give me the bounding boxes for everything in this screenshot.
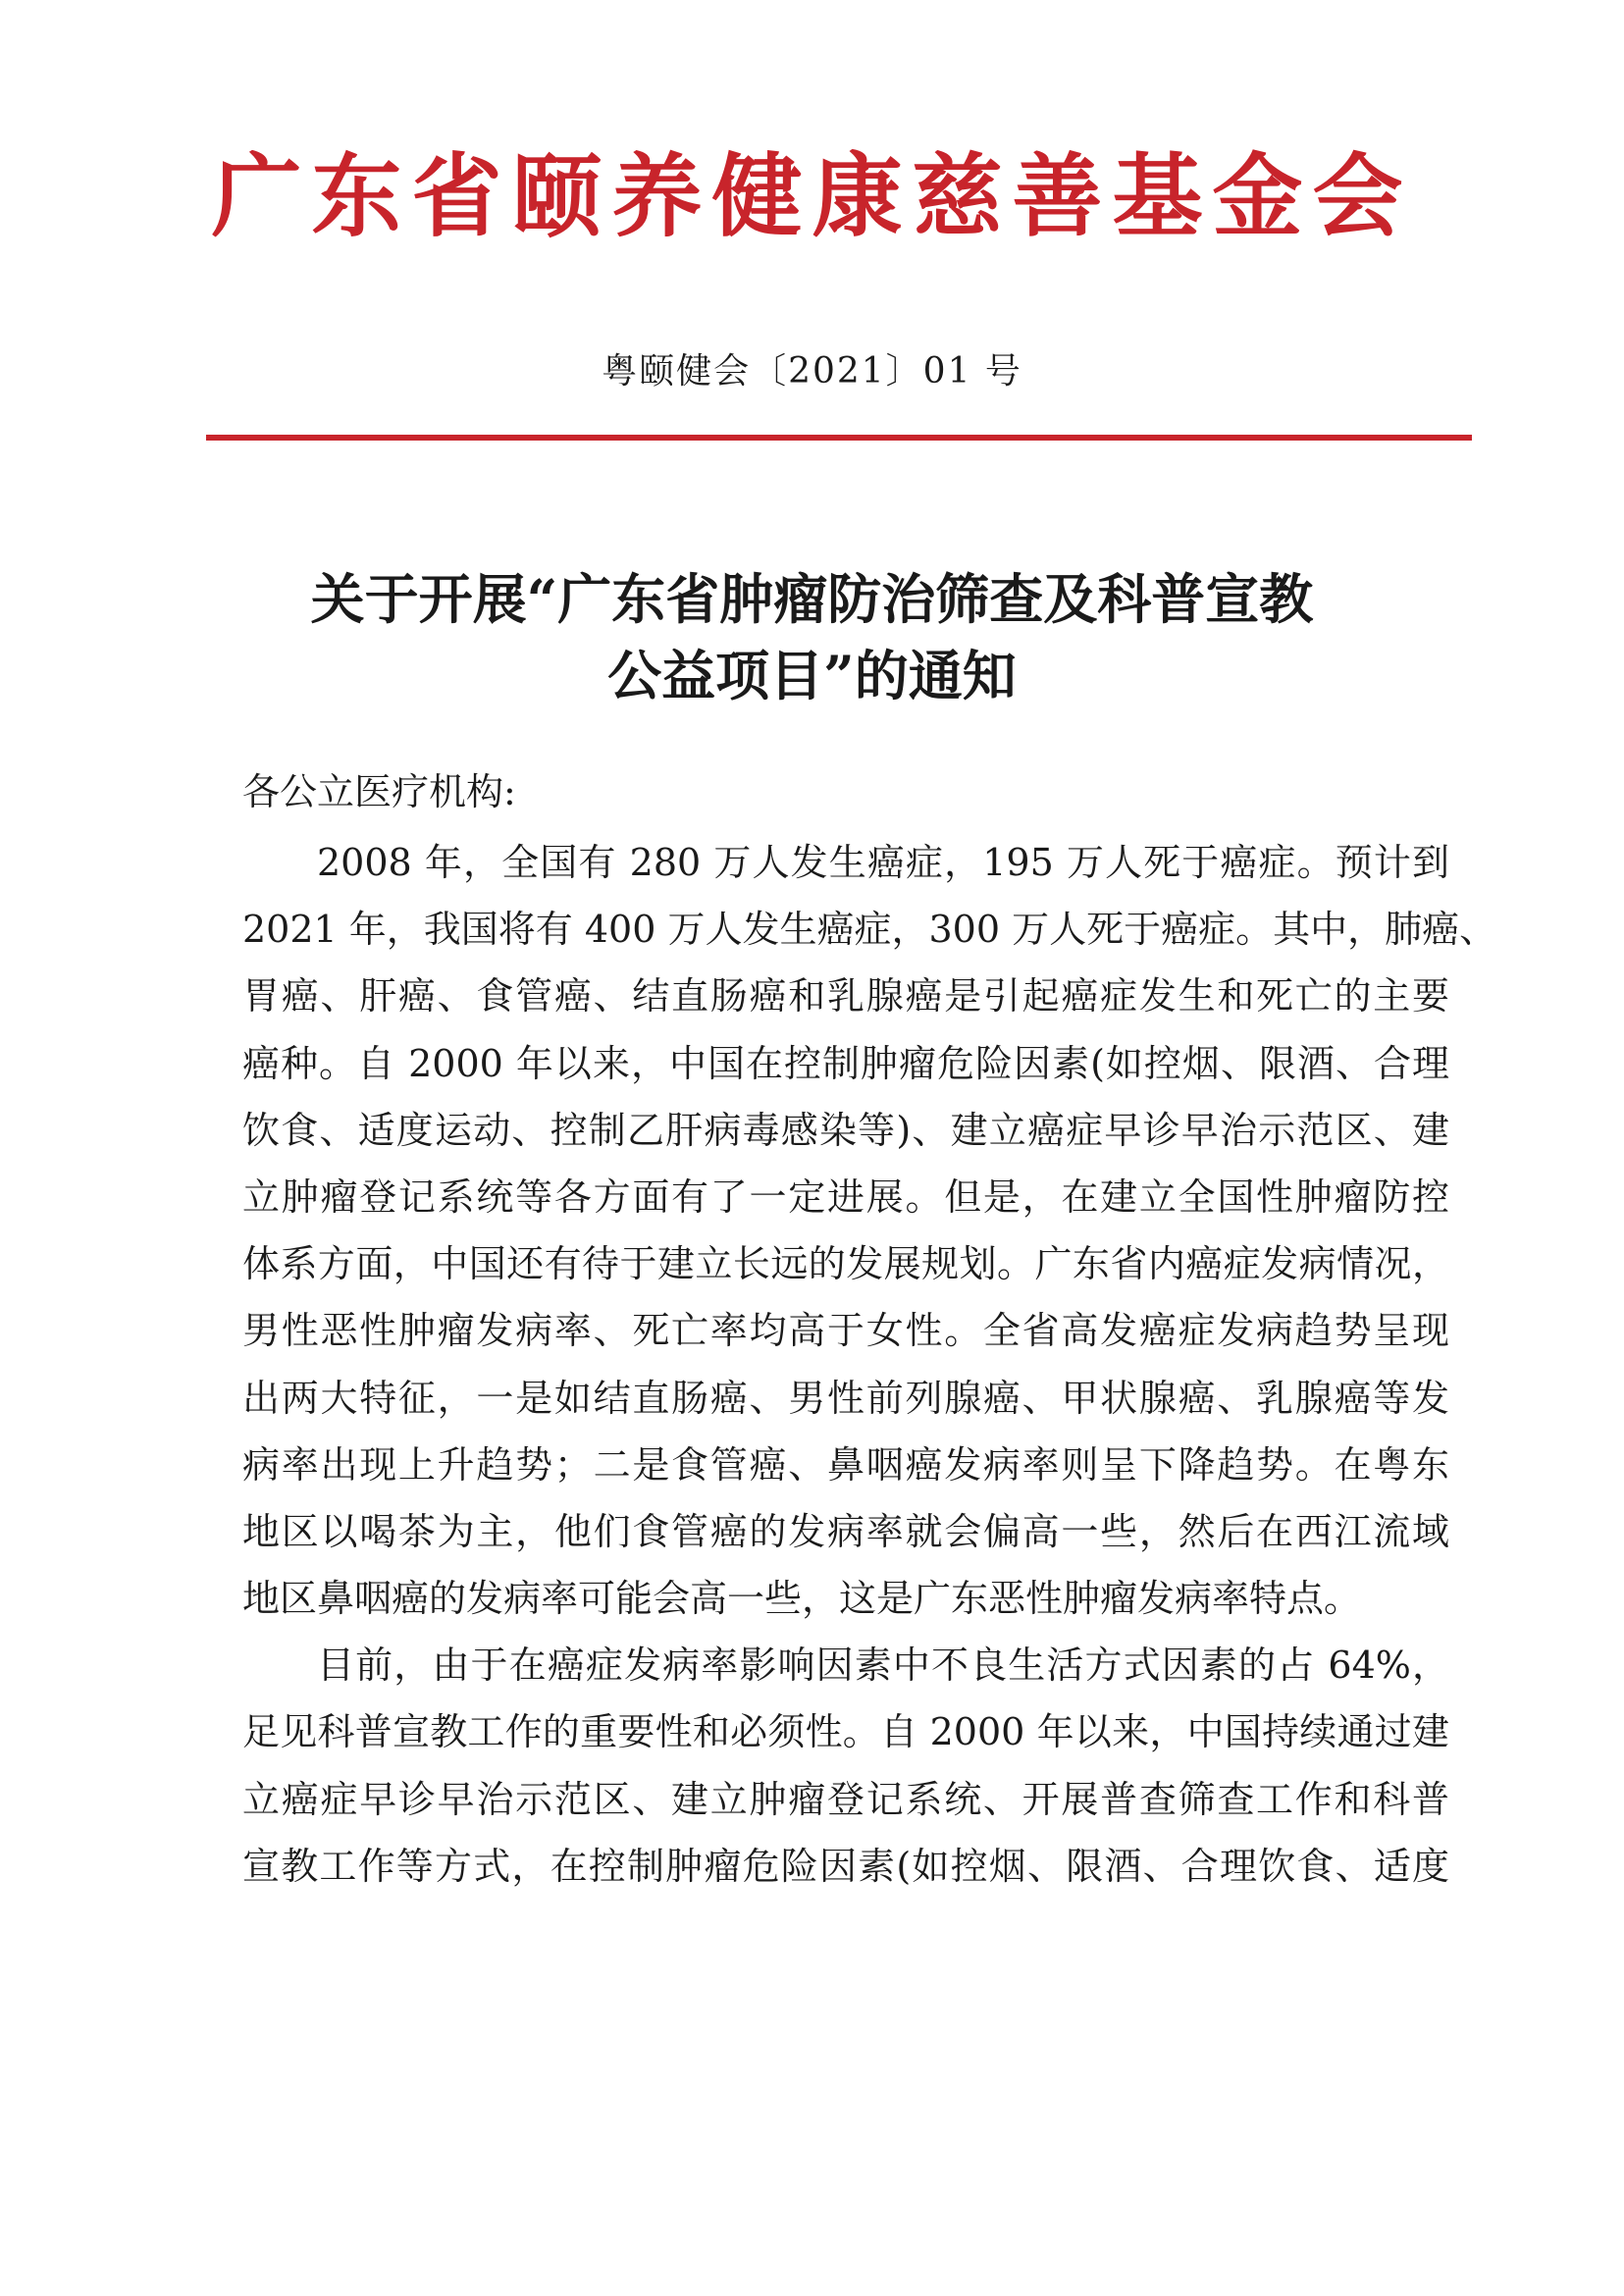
paragraph-2 (242, 1632, 1449, 1900)
text-line: 地区以喝茶为主，他们食管癌的发病率就会偏高一些，然后在西江流域 (242, 1509, 1449, 1553)
text-line: 男性恶性肿瘤发病率、死亡率均高于女性。全省高发癌症发病趋势呈现 (242, 1309, 1449, 1353)
text-line: 宣教工作等方式，在控制肿瘤危险因素(如控烟、限酒、合理饮食、适度 (242, 1844, 1449, 1888)
text-line: 2021 年，我国将有 400 万人发生癌症，300 万人死于癌症。其中，肺癌、 (242, 908, 1497, 952)
paragraph-1 (242, 829, 1497, 1632)
text-line: 出两大特征，一是如结直肠癌、男性前列腺癌、甲状腺癌、乳腺癌等发 (242, 1376, 1449, 1420)
title-line-2: 公益项目”的通知 (607, 644, 1017, 707)
salutation: 各公立医疗机构: (242, 770, 516, 813)
text-line: 病率出现上升趋势；二是食管癌、鼻咽癌发病率则呈下降趋势。在粤东 (242, 1442, 1449, 1487)
text-line: 饮食、适度运动、控制乙肝病毒感染等)、建立癌症早诊早治示范区、建 (242, 1108, 1449, 1152)
text-line: 2008 年，全国有 280 万人发生癌症，195 万人死于癌症。预计到 (317, 841, 1449, 884)
red-divider-line (206, 435, 1472, 441)
organization-header: 广东省颐养健康慈善基金会 (211, 143, 1413, 249)
text-line: 癌种。自 2000 年以来，中国在控制肿瘤危险因素(如控烟、限酒、合理 (242, 1041, 1449, 1085)
text-line: 地区鼻咽癌的发病率可能会高一些，这是广东恶性肿瘤发病率特点。 (242, 1577, 1362, 1621)
text-line: 体系方面，中国还有待于建立长远的发展规划。广东省内癌症发病情况， (242, 1242, 1449, 1286)
text-line: 目前，由于在癌症发病率影响因素中不良生活方式因素的占 64%， (317, 1644, 1449, 1688)
text-line: 足见科普宣教工作的重要性和必须性。自 2000 年以来，中国持续通过建 (242, 1710, 1449, 1754)
document-number: 粤颐健会〔2021〕01 号 (602, 351, 1022, 391)
text-line: 立肿瘤登记系统等各方面有了一定进展。但是，在建立全国性肿瘤防控 (242, 1174, 1449, 1219)
text-line: 胃癌、肝癌、食管癌、结直肠癌和乳腺癌是引起癌症发生和死亡的主要 (242, 974, 1449, 1018)
text-line: 立癌症早诊早治示范区、建立肿瘤登记系统、开展普查筛查工作和科普 (242, 1777, 1449, 1821)
document-title (196, 561, 1428, 714)
document-body (242, 829, 1497, 1900)
title-line-1: 关于开展“广东省肿瘤防治筛查及科普宣教 (310, 567, 1314, 631)
